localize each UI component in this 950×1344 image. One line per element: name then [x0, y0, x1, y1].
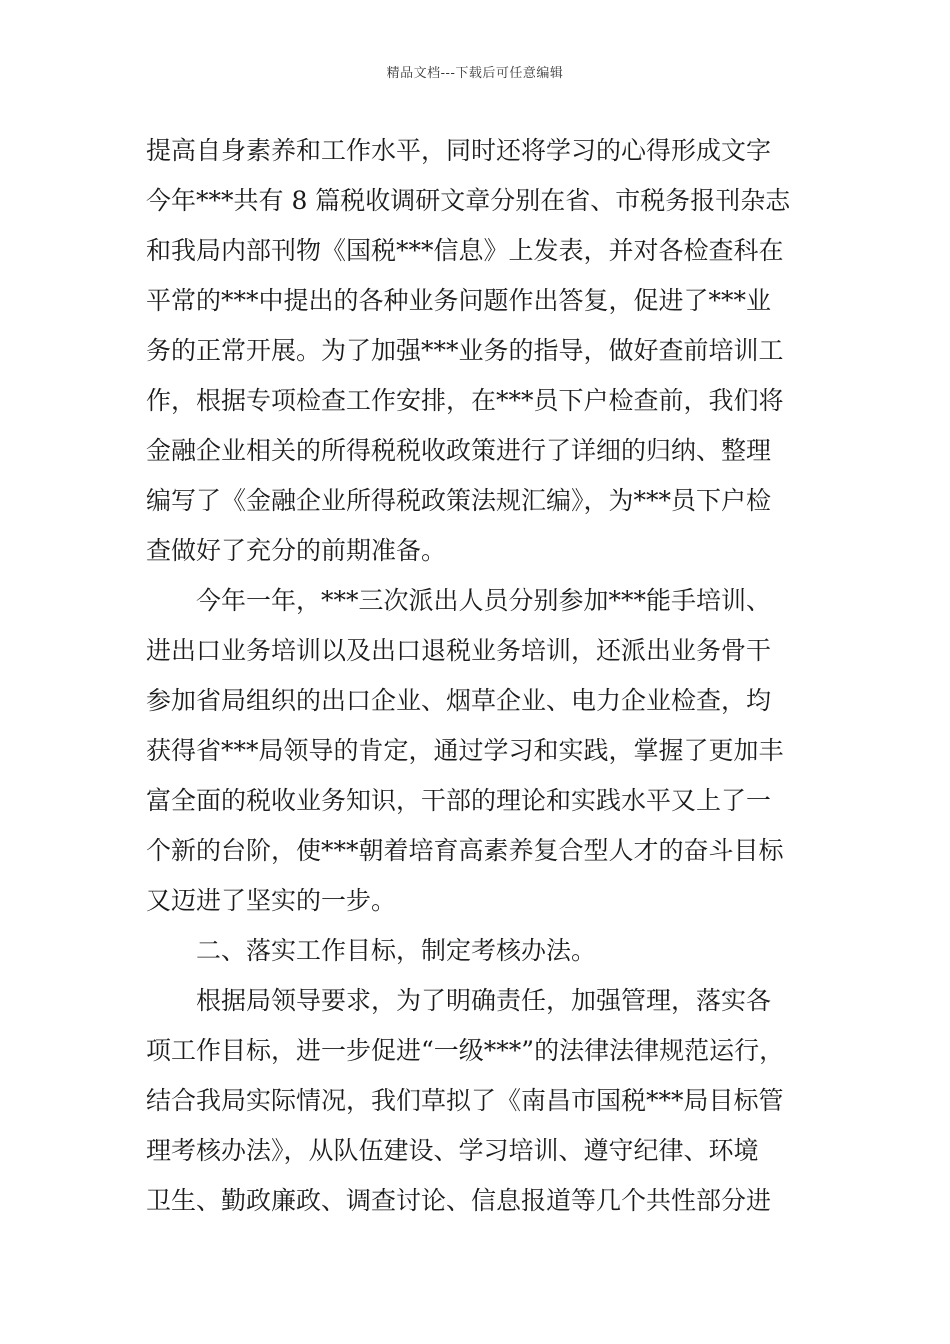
text-line: 作，根据专项检查工作安排，在***员下户检查前，我们将 — [146, 386, 784, 415]
text-line: 卫生、勤政廉政、调查讨论、信息报道等几个共性部分进 — [146, 1186, 772, 1215]
text-line: 今年一年，***三次派出人员分别参加***能手培训、 — [196, 586, 772, 615]
text-line: 金融企业相关的所得税税收政策进行了详细的归纳、整理 — [146, 436, 772, 465]
text-line: 项工作目标，进一步促进“一级***”的法律法律规范运行， — [146, 1036, 785, 1065]
text-line: 务的正常开展。为了加强***业务的指导，做好查前培训工 — [146, 336, 784, 365]
text-line: 又迈进了坚实的一步。 — [146, 886, 397, 915]
text-line: 提高自身素养和工作水平，同时还将学习的心得形成文字 — [146, 136, 772, 165]
text-line: 获得省***局领导的肯定，通过学习和实践，掌握了更加丰 — [146, 736, 784, 765]
text-line: 查做好了充分的前期准备。 — [146, 536, 447, 565]
text-line: 个新的台阶，使***朝着培育高素养复合型人才的奋斗目标 — [146, 836, 784, 865]
body-text — [146, 126, 811, 1226]
text-line: 理考核办法》，从队伍建设、学习培训、遵守纪律、环境 — [146, 1136, 759, 1165]
text-line: 编写了《金融企业所得税政策法规汇编》，为***员下户检 — [146, 486, 772, 515]
text-line: 进出口业务培训以及出口退税业务培训，还派出业务骨干 — [146, 636, 772, 665]
text-line: 参加省局组织的出口企业、烟草企业、电力企业检查，均 — [146, 686, 772, 715]
text-line: 今年***共有 8 篇税收调研文章分别在省、市税务报刊杂志 — [146, 186, 791, 215]
text-line: 平常的***中提出的各种业务问题作出答复，促进了***业 — [146, 286, 772, 315]
page-header: 精品文档---下载后可任意编辑 — [386, 66, 564, 81]
text-line: 二、落实工作目标，制定考核办法。 — [196, 936, 597, 965]
text-line: 根据局领导要求，为了明确责任，加强管理，落实各 — [196, 986, 772, 1015]
text-line: 富全面的税收业务知识，干部的理论和实践水平又上了一 — [146, 786, 772, 815]
text-line: 和我局内部刊物《国税***信息》上发表，并对各检查科在 — [146, 236, 784, 265]
text-line: 结合我局实际情况，我们草拟了《南昌市国税***局目标管 — [146, 1086, 784, 1115]
